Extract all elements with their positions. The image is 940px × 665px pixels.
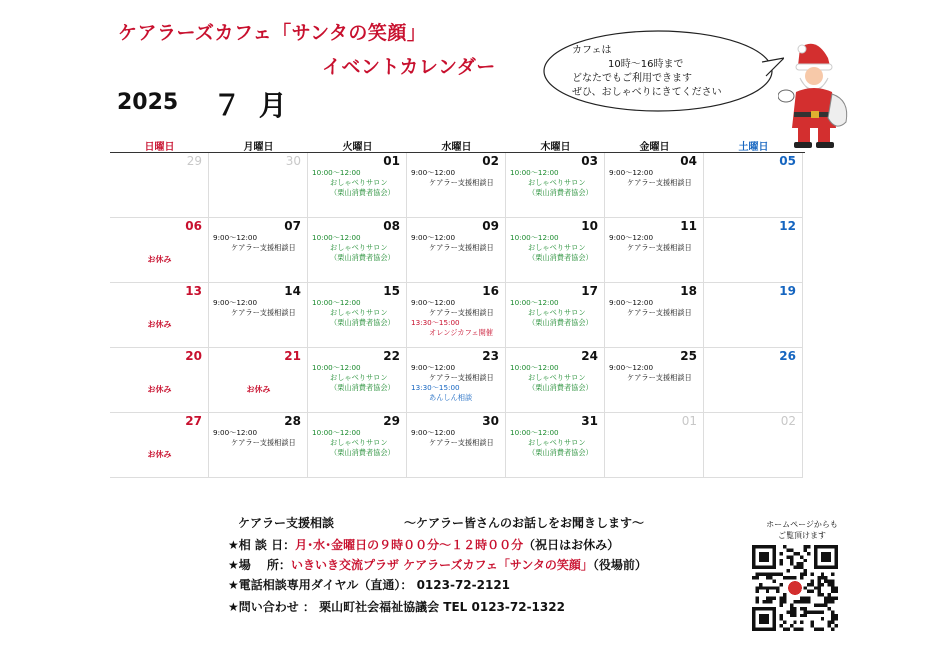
calendar-day-cell xyxy=(506,283,605,348)
event-time: 10:00～12:00 xyxy=(312,363,361,372)
day-events xyxy=(407,428,506,448)
bubble-line: どなたでもご利用できます xyxy=(572,73,692,84)
calendar-day-cell xyxy=(308,218,407,283)
calendar-day-cell xyxy=(407,348,506,413)
day-number: 20 xyxy=(185,349,202,363)
weekday-tuesday: 火曜日 xyxy=(342,142,373,153)
qr-label-line: ホームページからも xyxy=(766,520,838,529)
bubble-line: 10時～16時まで xyxy=(608,59,684,70)
event-label: おしゃべりサロン xyxy=(528,438,586,447)
schedule-label: ★相 談 日： xyxy=(228,538,296,552)
event-label: ケアラー支援相談日 xyxy=(231,308,296,317)
day-events xyxy=(407,298,506,338)
calendar-day-cell xyxy=(308,413,407,478)
day-events xyxy=(605,298,704,318)
day-number: 30 xyxy=(482,414,499,428)
day-number: 24 xyxy=(581,349,598,363)
event-time: 13:30～15:00 xyxy=(411,383,460,392)
day-events xyxy=(308,233,407,263)
event-label: おしゃべりサロン xyxy=(330,438,388,447)
event-label: おしゃべりサロン xyxy=(330,308,388,317)
event-time: 10:00～12:00 xyxy=(312,428,361,437)
event-label: おしゃべりサロン xyxy=(528,178,586,187)
calendar-year: 2025 xyxy=(117,90,179,115)
event-label: （栗山消費者協会） xyxy=(330,383,395,392)
calendar-day-cell xyxy=(506,413,605,478)
calendar-day-cell xyxy=(506,218,605,283)
day-number: 28 xyxy=(284,414,301,428)
day-number: 08 xyxy=(383,219,400,233)
event-time: 10:00～12:00 xyxy=(312,233,361,242)
calendar-day-cell xyxy=(308,153,407,218)
calendar-month: ７ 月 xyxy=(213,89,291,122)
day-events xyxy=(308,298,407,328)
contact-line: ★問い合わせ ： 栗山町社会福祉協議会 TEL 0123-72-1322 xyxy=(228,600,565,614)
calendar-day-cell xyxy=(407,413,506,478)
event-time: 10:00～12:00 xyxy=(510,298,559,307)
day-events xyxy=(407,233,506,253)
day-events xyxy=(605,168,704,188)
event-label: おしゃべりサロン xyxy=(528,373,586,382)
event-time: 9:00～12:00 xyxy=(411,298,456,307)
weekday-thursday: 木曜日 xyxy=(540,142,571,153)
closed-label: お休み xyxy=(147,255,172,264)
calendar-day-cell xyxy=(605,348,704,413)
event-label: ケアラー支援相談日 xyxy=(429,308,494,317)
event-time: 10:00～12:00 xyxy=(510,233,559,242)
event-label: オレンジカフェ開催 xyxy=(429,328,493,337)
day-events xyxy=(506,298,605,328)
day-events xyxy=(506,168,605,198)
calendar-day-cell xyxy=(407,218,506,283)
day-number: 25 xyxy=(680,349,697,363)
event-label: ケアラー支援相談日 xyxy=(429,373,494,382)
event-time: 9:00～12:00 xyxy=(609,233,654,242)
calendar-day-cell xyxy=(407,153,506,218)
weekday-sunday: 日曜日 xyxy=(144,142,175,153)
calendar-day-cell xyxy=(704,413,803,478)
event-label: ケアラー支援相談日 xyxy=(429,438,494,447)
calendar-day-cell xyxy=(605,413,704,478)
day-number: 16 xyxy=(482,284,499,298)
event-time: 9:00～12:00 xyxy=(213,298,258,307)
title-line-1: ケアラーズカフェ「サンタの笑顔」 xyxy=(118,22,427,44)
day-number: 29 xyxy=(383,414,400,428)
calendar-day-cell xyxy=(110,413,209,478)
day-events xyxy=(308,428,407,458)
day-events xyxy=(308,363,407,393)
info-heading: ケアラー支援相談 xyxy=(238,516,335,530)
calendar-day-cell xyxy=(704,283,803,348)
title-line-2: イベントカレンダー xyxy=(322,56,496,78)
santa-illustration xyxy=(778,40,853,150)
bubble-line: ぜひ、おしゃべりにきてください xyxy=(572,87,722,98)
event-label: おしゃべりサロン xyxy=(330,243,388,252)
place-line xyxy=(228,556,647,573)
event-label: （栗山消費者協会） xyxy=(528,383,593,392)
weekday-header xyxy=(110,138,805,152)
calendar-day-cell xyxy=(308,283,407,348)
place-note: （役場前） xyxy=(592,558,647,572)
event-label: ケアラー支援相談日 xyxy=(231,243,296,252)
qr-label-line: ご覧頂けます xyxy=(778,531,826,540)
event-label: おしゃべりサロン xyxy=(330,373,388,382)
day-events xyxy=(407,363,506,403)
day-number: 26 xyxy=(779,349,796,363)
day-number: 10 xyxy=(581,219,598,233)
calendar-day-cell xyxy=(605,218,704,283)
place-label: ★場 所： xyxy=(228,558,291,572)
day-events xyxy=(506,363,605,393)
calendar-day-cell xyxy=(308,348,407,413)
day-events xyxy=(605,363,704,383)
weekday-monday: 月曜日 xyxy=(243,142,274,153)
day-events xyxy=(506,233,605,263)
qr-label xyxy=(754,519,850,541)
closed-label: お休み xyxy=(246,385,271,394)
day-number: 12 xyxy=(779,219,796,233)
place-value: いきいき交流プラザ ケアラーズカフェ「サンタの笑顔」 xyxy=(290,558,593,572)
calendar-day-cell xyxy=(704,348,803,413)
event-time: 13:30～15:00 xyxy=(411,318,460,327)
day-number: 06 xyxy=(185,219,202,233)
event-label: ケアラー支援相談日 xyxy=(231,438,296,447)
day-number: 02 xyxy=(780,414,796,428)
event-time: 9:00～12:00 xyxy=(411,168,456,177)
event-label: おしゃべりサロン xyxy=(330,178,388,187)
event-time: 9:00～12:00 xyxy=(609,168,654,177)
day-number: 13 xyxy=(185,284,202,298)
event-label: あんしん相談 xyxy=(429,393,473,402)
schedule-line xyxy=(228,536,619,553)
phone-line: ★電話相談専用ダイヤル（直通）： 0123-72-2121 xyxy=(228,578,511,592)
day-number: 21 xyxy=(284,349,301,363)
day-number: 14 xyxy=(284,284,301,298)
weekday-wednesday: 水曜日 xyxy=(441,142,472,153)
event-label: ケアラー支援相談日 xyxy=(627,308,692,317)
day-number: 31 xyxy=(581,414,598,428)
event-label: （栗山消費者協会） xyxy=(528,318,593,327)
event-time: 9:00～12:00 xyxy=(411,363,456,372)
event-label: （栗山消費者協会） xyxy=(528,188,593,197)
event-time: 10:00～12:00 xyxy=(510,168,559,177)
day-number: 15 xyxy=(383,284,400,298)
calendar-day-cell xyxy=(209,348,308,413)
day-events xyxy=(506,428,605,458)
event-label: ケアラー支援相談日 xyxy=(627,243,692,252)
bubble-text xyxy=(572,44,722,100)
day-events xyxy=(407,168,506,188)
day-events xyxy=(209,233,308,253)
day-number: 09 xyxy=(482,219,499,233)
calendar-day-cell xyxy=(209,153,308,218)
event-label: ケアラー支援相談日 xyxy=(627,373,692,382)
event-label: ケアラー支援相談日 xyxy=(627,178,692,187)
info-tagline: ～ケアラー皆さんのお話しをお聞きします～ xyxy=(404,516,645,530)
day-number: 11 xyxy=(680,219,697,233)
day-number: 05 xyxy=(779,154,796,168)
day-number: 02 xyxy=(482,154,499,168)
calendar-day-cell xyxy=(110,348,209,413)
event-time: 9:00～12:00 xyxy=(213,428,258,437)
day-events xyxy=(605,233,704,253)
calendar-day-cell xyxy=(506,153,605,218)
event-time: 10:00～12:00 xyxy=(312,168,361,177)
day-number: 07 xyxy=(284,219,301,233)
weekday-saturday: 土曜日 xyxy=(738,142,769,153)
event-label: （栗山消費者協会） xyxy=(528,448,593,457)
day-number: 18 xyxy=(680,284,697,298)
day-events xyxy=(209,428,308,448)
calendar-day-cell xyxy=(605,153,704,218)
event-time: 10:00～12:00 xyxy=(510,363,559,372)
day-number: 17 xyxy=(581,284,598,298)
event-time: 9:00～12:00 xyxy=(609,363,654,372)
day-events xyxy=(308,168,407,198)
event-label: （栗山消費者協会） xyxy=(330,448,395,457)
event-label: おしゃべりサロン xyxy=(528,308,586,317)
day-number: 22 xyxy=(383,349,400,363)
calendar-day-cell xyxy=(110,153,209,218)
event-time: 9:00～12:00 xyxy=(411,233,456,242)
event-label: ケアラー支援相談日 xyxy=(429,243,494,252)
calendar-day-cell xyxy=(209,218,308,283)
schedule-note: （祝日はお休み） xyxy=(523,538,620,552)
day-number: 23 xyxy=(482,349,499,363)
day-number: 03 xyxy=(581,154,598,168)
day-number: 29 xyxy=(186,154,202,168)
event-time: 10:00～12:00 xyxy=(510,428,559,437)
calendar-day-cell xyxy=(110,218,209,283)
event-time: 9:00～12:00 xyxy=(411,428,456,437)
event-label: おしゃべりサロン xyxy=(528,243,586,252)
day-number: 30 xyxy=(285,154,301,168)
calendar-day-cell xyxy=(605,283,704,348)
day-number: 01 xyxy=(681,414,697,428)
event-time: 9:00～12:00 xyxy=(213,233,258,242)
event-label: （栗山消費者協会） xyxy=(330,318,395,327)
event-calendar xyxy=(110,138,805,459)
schedule-value: 月･水･金曜日の９時００分～１２時００分 xyxy=(295,538,524,552)
event-label: （栗山消費者協会） xyxy=(528,253,593,262)
calendar-day-cell xyxy=(506,348,605,413)
day-number: 01 xyxy=(383,154,400,168)
day-number: 19 xyxy=(779,284,796,298)
bubble-line: カフェは xyxy=(572,45,612,56)
weekday-friday: 金曜日 xyxy=(639,142,670,153)
event-time: 10:00～12:00 xyxy=(312,298,361,307)
closed-label: お休み xyxy=(147,450,172,459)
qr-code-icon[interactable] xyxy=(752,545,838,631)
calendar-day-cell xyxy=(209,413,308,478)
calendar-day-cell xyxy=(704,153,803,218)
closed-label: お休み xyxy=(147,320,172,329)
calendar-day-cell xyxy=(407,283,506,348)
closed-label: お休み xyxy=(147,385,172,394)
day-events xyxy=(209,298,308,318)
calendar-day-cell xyxy=(704,218,803,283)
event-label: ケアラー支援相談日 xyxy=(429,178,494,187)
calendar-grid xyxy=(110,152,805,478)
day-number: 04 xyxy=(680,154,697,168)
event-label: （栗山消費者協会） xyxy=(330,188,395,197)
event-label: （栗山消費者協会） xyxy=(330,253,395,262)
calendar-day-cell xyxy=(209,283,308,348)
event-time: 9:00～12:00 xyxy=(609,298,654,307)
day-number: 27 xyxy=(185,414,202,428)
calendar-day-cell xyxy=(110,283,209,348)
